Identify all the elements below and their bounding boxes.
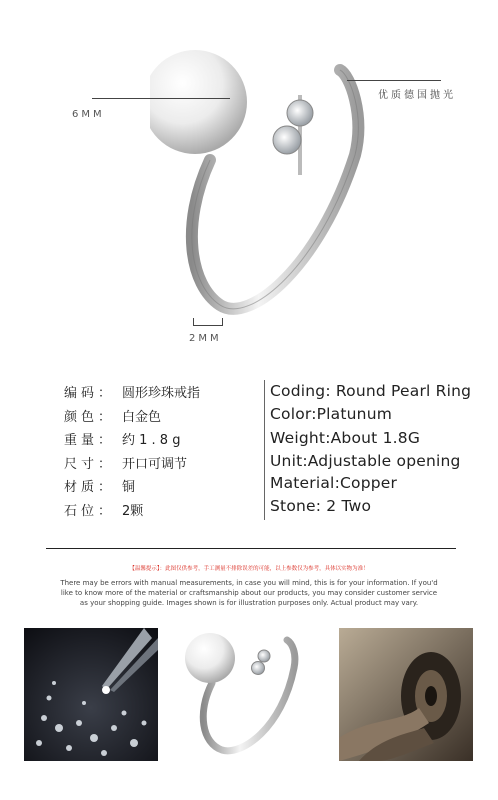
spec-row: 尺寸： 开口可调节 [64,456,188,472]
spec-row: 重量： 约 1 . 8 g [64,433,181,448]
spec-en-row: Unit:Adjustable opening [270,451,461,470]
spec-row: 编码： 圆形珍珠戒指 [64,386,201,401]
spec-en-row: Coding: Round Pearl Ring [270,382,472,400]
spec-en-row: Stone: 2 Two [270,496,372,515]
spec-en-row: Material:Copper [270,474,398,492]
pearl-ring-photo [182,628,316,761]
diamonds-tweezers-photo [24,628,158,761]
spec-row: 材质： 铜 [64,480,136,495]
quality-leader-line [347,80,441,81]
pearl-ring-illustration [150,35,380,335]
band-width-bracket [193,325,223,326]
notice-chinese: 【温馨提示】：此图仅供参考，手工测量不排除误差的可能，以上参数仅为参考，具体以实物为准！ [129,566,369,572]
spec-row: 颜色： 白金色 [64,409,162,425]
spec-divider [264,380,265,520]
section-divider [46,548,456,549]
band-width-label: 2MM [189,333,222,344]
pearl-size-leader-line [92,98,230,99]
quality-note: 优质德国抛光 [378,90,456,101]
spec-en-row: Color:Platunum [270,404,393,423]
craftsman-polishing-photo [339,628,473,761]
spec-en-row: Weight:About 1.8G [270,429,421,447]
pearl-size-label: 6MM [72,109,105,120]
specs-chinese [64,382,200,523]
specs-english [270,380,471,517]
notice-english: There may be errors with manual measurements, in case you will mind, this is for your information. If you'd like to know more of the material or craftsmanship about our products, you may consider customer service as your shopping guide. Images shown is for illustration purposes only. Actual product may vary. [60,579,438,607]
spec-row: 石位： 2颗 [64,503,144,519]
